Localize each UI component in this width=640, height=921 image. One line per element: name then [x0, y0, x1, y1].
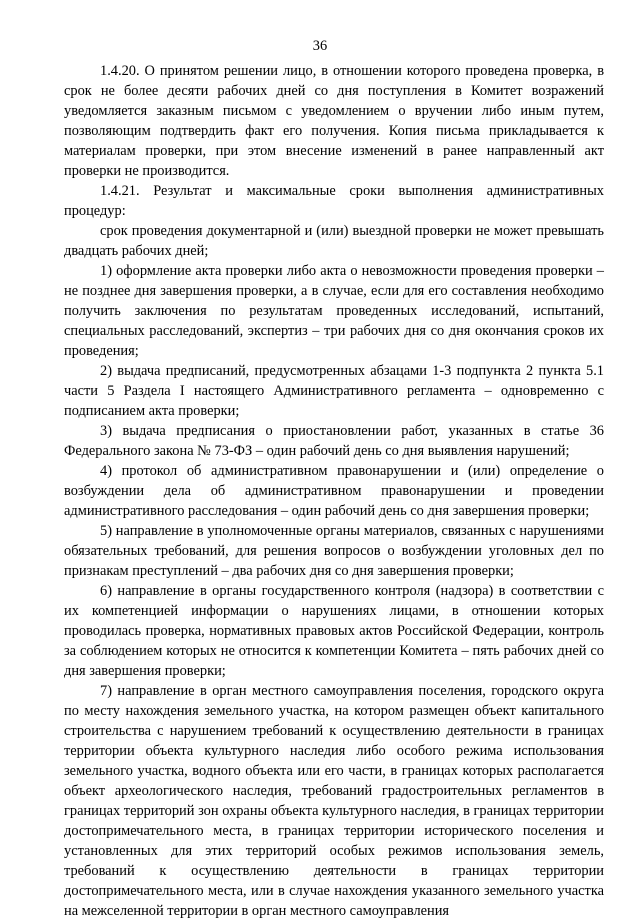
list-item-1: 1) оформление акта проверки либо акта о невозможности проведения проверки – не позднее дня завершения проверки, а в случае, если для его составления необходимо получить заключения по результатам проведенных исследований, испытаний, специальных расследований, экспертиз – три рабочих дня со дня окончания сроков их проведения; — [64, 263, 604, 359]
list-item-2: 2) выдача предписаний, предусмотренных абзацами 1-3 подпункта 2 пункта 5.1 части 5 Раздела I настоящего Административного регламента – одновременно с подписанием акта проверки; — [64, 363, 604, 419]
list-item-3: 3) выдача предписания о приостановлении работ, указанных в статье 36 Федерального закона № 73-ФЗ – один рабочий день со дня выявления нарушений; — [64, 423, 604, 459]
paragraph-1-4-20: 1.4.20. О принятом решении лицо, в отношении которого проведена проверка, в срок не более десяти рабочих дней со дня поступления в Комитет возражений уведомляется заказным письмом с уведомлением о вручении либо иным путем, позволяющим подтвердить факт его получения. Копия письма прикладывается к материалам проверки, при этом внесение изменений в ранее направленный акт проверки не производится. — [64, 63, 604, 179]
list-item-6: 6) направление в органы государственного контроля (надзора) в соответствии с их компетенцией информации о нарушениях лицами, в отношении которых проводилась проверка, нормативных правовых актов Российской Федерации, контроль за соблюдением которых не относится к компетенции Комитета – пять рабочих дней со дня завершения проверки; — [64, 583, 604, 679]
list-item-4: 4) протокол об административном правонарушении и (или) определение о возбуждении дела об административном правонарушении и проведении административного расследования – один рабочий день со дня завершения проверки; — [64, 463, 604, 519]
page-number: 36 — [312, 38, 328, 54]
paragraph-1-4-21: 1.4.21. Результат и максимальные сроки выполнения административных процедур: — [64, 183, 604, 219]
list-item-7: 7) направление в орган местного самоуправления поселения, городского округа по месту нахождения земельного участка, на котором размещен объект капитального строительства с нарушением требований к осуществлению деятельности в границах территории объекта культурного наследия либо особого режима использования земельного участка, водного объекта или его части, в границах которых располагается объект археологического наследия, требований градостроительных регламентов в границах территорий зон охраны объекта культурного наследия, в границах территории достопримечательного места, в границах территории исторического поселения и установленных для этих территорий особых режимов использования земель, требований к осуществлению деятельности в границах территории достопримечательного места, или в случае нахождения указанного земельного участка на межселенной территории в орган местного самоуправления — [64, 683, 604, 919]
paragraph-inspection-term: срок проведения документарной и (или) выездной проверки не может превышать двадцать рабочих дней; — [64, 223, 604, 259]
document-body — [64, 61, 604, 921]
list-item-5: 5) направление в уполномоченные органы материалов, связанных с нарушениями обязательных требований, для решения вопросов о возбуждении уголовных дел по признакам преступлений – два рабочих дня со дня завершения проверки; — [64, 523, 604, 579]
